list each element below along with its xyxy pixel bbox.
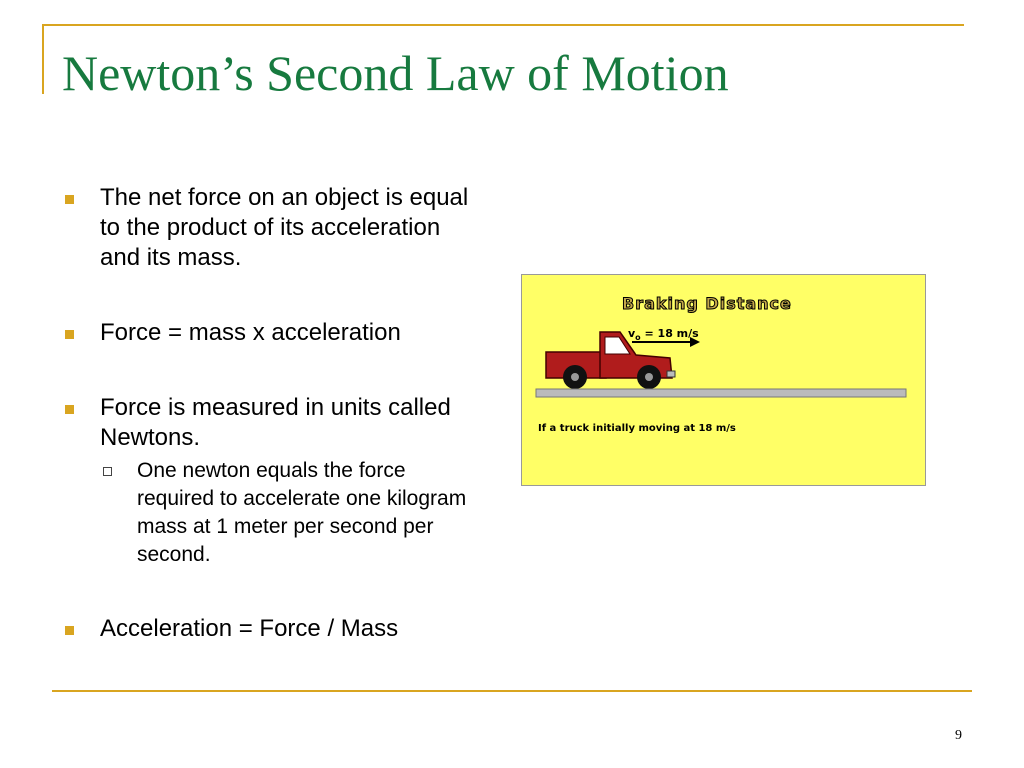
bullet-item: [62, 393, 482, 569]
frame-top-rule: [42, 24, 964, 26]
sub-bullet-text: One newton equals the force required to accelerate one kilogram mass at 1 meter per second per second.: [137, 459, 467, 566]
bullet-text: Force is measured in units called Newtons.: [100, 394, 451, 451]
velocity-value: = 18 m/s: [640, 327, 699, 340]
square-bullet-icon: [65, 626, 74, 635]
velocity-subscript: o: [635, 333, 641, 342]
bullet-list: [62, 183, 482, 644]
bullet-item: [62, 318, 482, 348]
bullet-text: Acceleration = Force / Mass: [100, 615, 399, 642]
footer-rule: [52, 690, 972, 692]
square-bullet-icon: [65, 195, 74, 204]
sub-bullet-item: [100, 457, 482, 569]
square-bullet-icon: [65, 405, 74, 414]
hollow-square-bullet-icon: [103, 467, 112, 476]
square-bullet-icon: [65, 330, 74, 339]
braking-distance-figure: [521, 274, 926, 486]
bullet-text: The net force on an object is equal to the product of its acceleration and its mass.: [100, 184, 469, 271]
bullet-text: Force = mass x acceleration: [100, 319, 401, 346]
sub-bullet-list: [100, 457, 482, 569]
braking-distance-illustration: [522, 275, 927, 487]
bullet-item: [62, 614, 482, 644]
slide-title: Newton’s Second Law of Motion: [62, 45, 729, 101]
truck-icon: [546, 332, 675, 389]
velocity-symbol: v: [628, 327, 636, 340]
road-surface: [536, 389, 906, 397]
frame-left-rule: [42, 24, 44, 94]
page-number: 9: [955, 728, 962, 743]
velocity-label: [628, 327, 699, 342]
figure-caption: If a truck initially moving at 18 m/s: [538, 423, 736, 434]
figure-title: Braking Distance: [622, 294, 792, 313]
bullet-item: [62, 183, 482, 273]
